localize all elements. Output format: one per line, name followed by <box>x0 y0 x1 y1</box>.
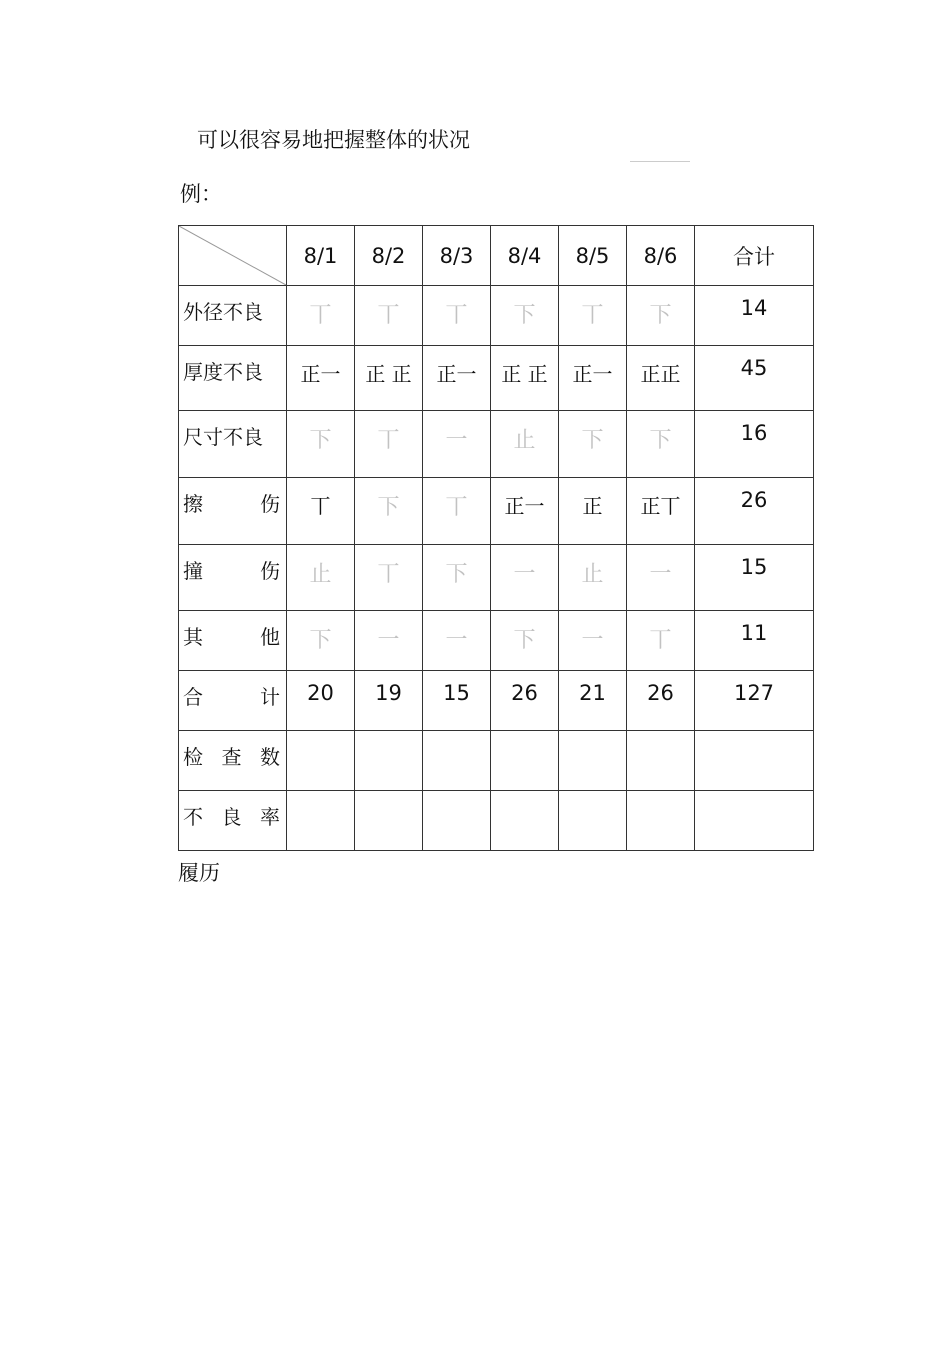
tally-mark: 丅 <box>355 545 423 611</box>
tally-mark: 下 <box>423 545 491 611</box>
tally-mark: 止 <box>491 411 559 478</box>
table-row <box>179 611 814 671</box>
row-total: 14 <box>695 286 814 346</box>
tally-mark: 下 <box>355 478 423 545</box>
tally-mark: 正正 <box>627 346 695 411</box>
empty-cell <box>491 731 559 791</box>
row-label: 擦 伤 <box>179 478 287 545</box>
tally-mark: 一 <box>491 545 559 611</box>
daily-total: 21 <box>559 671 627 731</box>
empty-cell <box>491 791 559 851</box>
empty-cell <box>559 791 627 851</box>
tally-mark: 丅 <box>423 478 491 545</box>
empty-cell <box>695 731 814 791</box>
daily-total: 20 <box>287 671 355 731</box>
date-header: 8/6 <box>627 226 695 286</box>
tally-mark: 正 正 <box>355 346 423 411</box>
daily-total: 26 <box>627 671 695 731</box>
empty-cell <box>423 731 491 791</box>
tally-mark: 下 <box>627 286 695 346</box>
tally-mark: 止 <box>287 545 355 611</box>
empty-cell <box>287 731 355 791</box>
totals-row <box>179 671 814 731</box>
date-header: 8/3 <box>423 226 491 286</box>
tally-mark: 正丅 <box>627 478 695 545</box>
empty-cell <box>627 791 695 851</box>
tally-mark: 下 <box>491 286 559 346</box>
table-row <box>179 731 814 791</box>
row-label: 撞 伤 <box>179 545 287 611</box>
tally-mark: 一 <box>559 611 627 671</box>
tally-mark: 一 <box>355 611 423 671</box>
empty-cell <box>695 791 814 851</box>
tally-mark: 正一 <box>559 346 627 411</box>
tally-mark: 一 <box>627 545 695 611</box>
table-row <box>179 478 814 545</box>
row-total: 15 <box>695 545 814 611</box>
tally-mark: 丅 <box>559 286 627 346</box>
table-row <box>179 286 814 346</box>
tally-mark: 正一 <box>423 346 491 411</box>
corner-cell <box>179 226 287 286</box>
row-total: 45 <box>695 346 814 411</box>
defect-tally-table <box>178 225 814 851</box>
empty-cell <box>423 791 491 851</box>
diagonal-line <box>179 226 286 285</box>
empty-cell <box>355 731 423 791</box>
tally-mark: 下 <box>559 411 627 478</box>
row-label: 厚度不良 <box>179 346 287 411</box>
tally-mark: 下 <box>627 411 695 478</box>
table-row <box>179 791 814 851</box>
table-row <box>179 545 814 611</box>
date-header: 8/1 <box>287 226 355 286</box>
table-row <box>179 346 814 411</box>
intro-text: 可以很容易地把握整体的状况 <box>197 128 470 152</box>
tally-mark: 一 <box>423 411 491 478</box>
row-label: 尺寸不良 <box>179 411 287 478</box>
header-row <box>179 226 814 286</box>
tally-mark: 丅 <box>423 286 491 346</box>
tally-mark: 正一 <box>491 478 559 545</box>
row-total: 26 <box>695 478 814 545</box>
footer-heading: 履历 <box>178 861 220 885</box>
tally-mark: 下 <box>287 611 355 671</box>
row-label: 合 计 <box>179 671 287 731</box>
tally-mark: 丅 <box>355 286 423 346</box>
row-label: 外径不良 <box>179 286 287 346</box>
tally-mark: 丅 <box>287 286 355 346</box>
date-header: 8/5 <box>559 226 627 286</box>
tally-mark: 下 <box>491 611 559 671</box>
date-header: 8/4 <box>491 226 559 286</box>
grand-total: 127 <box>695 671 814 731</box>
daily-total: 15 <box>423 671 491 731</box>
divider-line <box>630 161 690 162</box>
tally-mark: 丅 <box>287 478 355 545</box>
tally-mark: 一 <box>423 611 491 671</box>
empty-cell <box>627 731 695 791</box>
tally-mark: 正 <box>559 478 627 545</box>
tally-mark: 正 正 <box>491 346 559 411</box>
daily-total: 26 <box>491 671 559 731</box>
tally-mark: 丅 <box>355 411 423 478</box>
tally-mark: 止 <box>559 545 627 611</box>
row-label: 不 良 率 <box>179 791 287 851</box>
tally-mark: 正一 <box>287 346 355 411</box>
row-label: 检 查 数 <box>179 731 287 791</box>
empty-cell <box>559 731 627 791</box>
example-label: 例： <box>180 182 222 206</box>
row-total: 11 <box>695 611 814 671</box>
date-header: 8/2 <box>355 226 423 286</box>
empty-cell <box>355 791 423 851</box>
table-row <box>179 411 814 478</box>
total-header: 合计 <box>695 226 814 286</box>
tally-mark: 下 <box>287 411 355 478</box>
row-total: 16 <box>695 411 814 478</box>
row-label: 其 他 <box>179 611 287 671</box>
empty-cell <box>287 791 355 851</box>
tally-mark: 丅 <box>627 611 695 671</box>
daily-total: 19 <box>355 671 423 731</box>
